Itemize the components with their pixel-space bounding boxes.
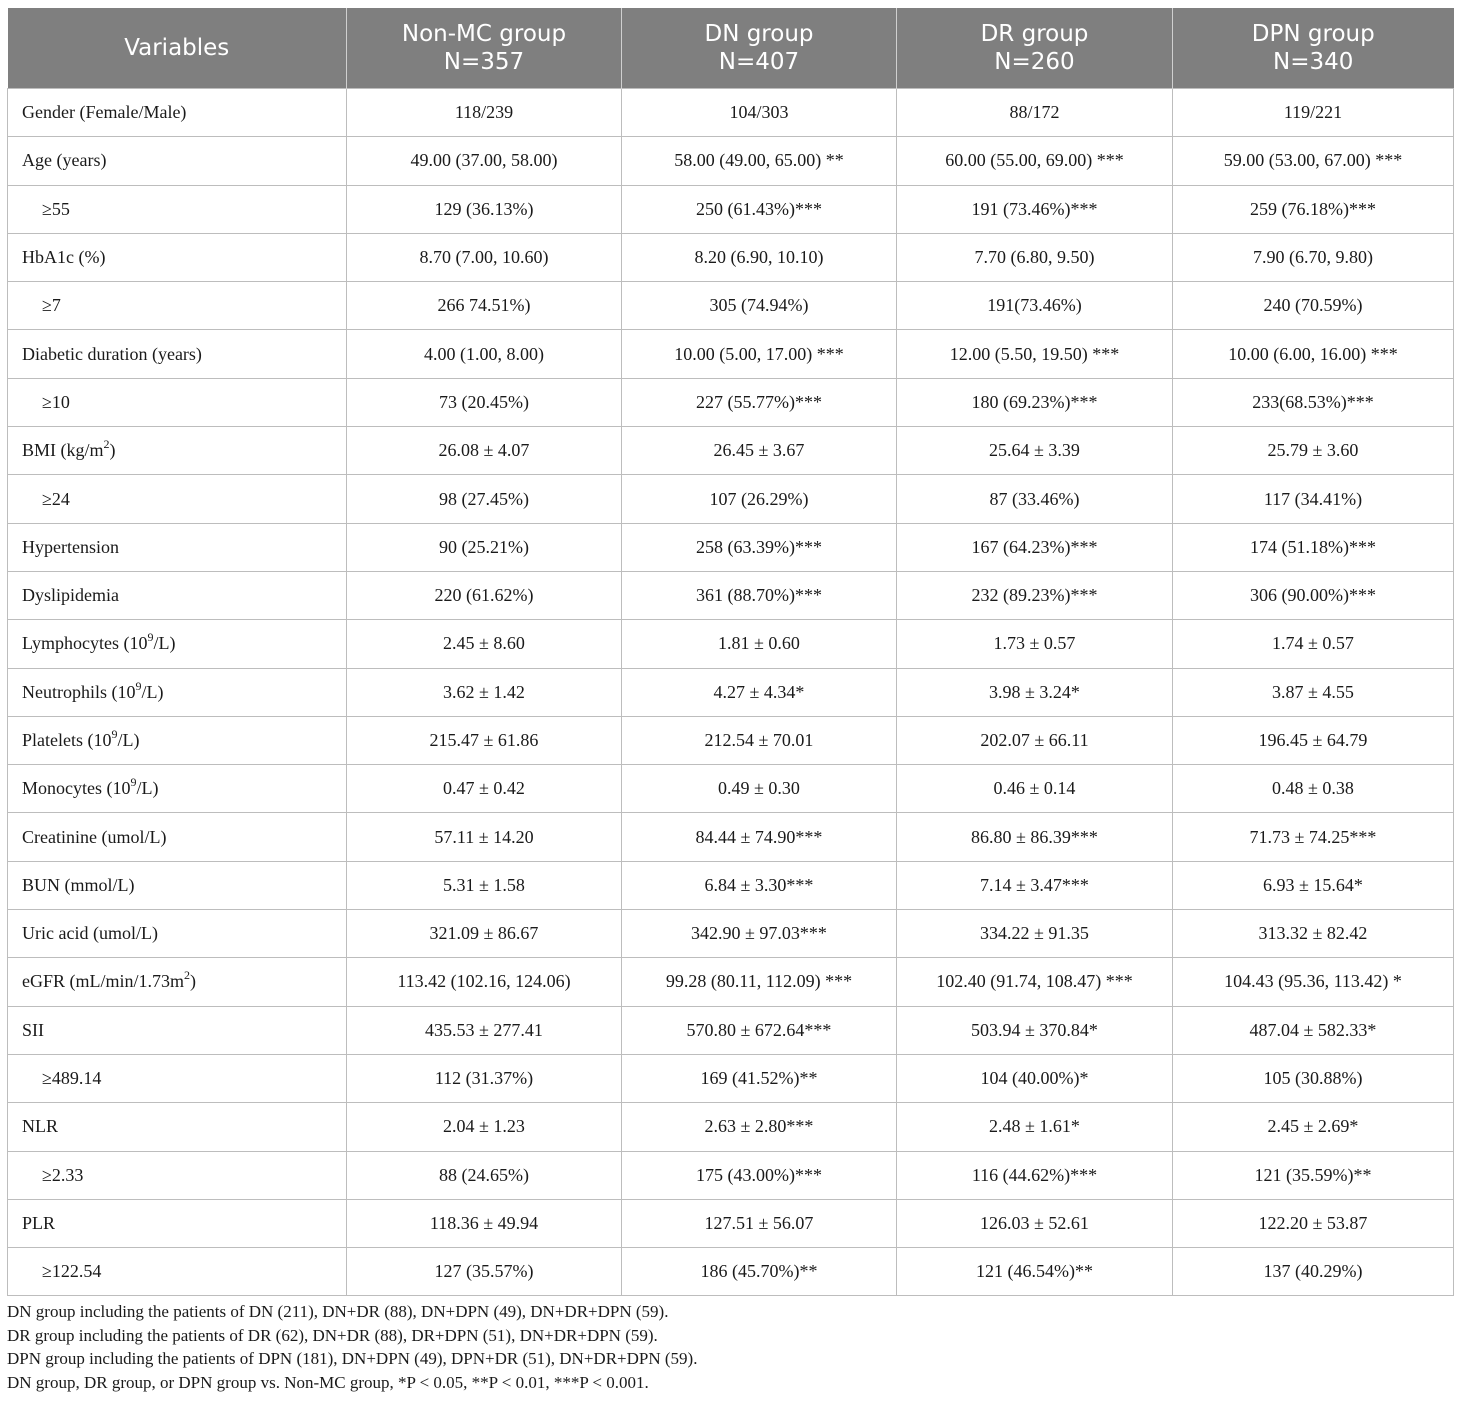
table-row: [8, 282, 1454, 330]
table-cell: 7.14 ± 3.47***: [897, 861, 1173, 909]
table-cell: 232 (89.23%)***: [897, 571, 1173, 619]
group-name: DPN group: [1251, 21, 1375, 47]
row-label: [8, 1006, 347, 1054]
table-cell: 10.00 (5.00, 17.00) ***: [622, 330, 897, 378]
table-cell: 1.73 ± 0.57: [897, 620, 1173, 668]
row-label-text: NLR: [22, 1116, 58, 1137]
table-cell: 107 (26.29%): [622, 475, 897, 523]
table-row: [8, 1103, 1454, 1151]
row-label-suffix: ): [109, 440, 116, 461]
table-row: [8, 668, 1454, 716]
row-label: [8, 330, 347, 378]
table-cell: 313.32 ± 82.42: [1173, 910, 1454, 958]
row-label-text: SII: [22, 1019, 44, 1040]
row-label-text: Age (years): [22, 150, 107, 171]
row-label-text: BMI (kg/m: [22, 440, 104, 461]
row-label-superscript: 9: [135, 678, 142, 693]
table-cell: 88/172: [897, 89, 1173, 137]
table-row: [8, 1151, 1454, 1199]
table-cell: 137 (40.29%): [1173, 1248, 1454, 1296]
table-cell: 58.00 (49.00, 65.00) **: [622, 137, 897, 185]
table-cell: 266 74.51%): [347, 282, 622, 330]
row-label: [8, 958, 347, 1006]
table-cell: 174 (51.18%)***: [1173, 523, 1454, 571]
group-n: N=407: [718, 49, 800, 75]
group-name: DR group: [980, 21, 1089, 47]
row-label-text: Neutrophils (10: [22, 681, 136, 702]
row-label-superscript: 9: [130, 775, 137, 790]
table-cell: 8.20 (6.90, 10.10): [622, 233, 897, 281]
row-label-text: Monocytes (10: [22, 778, 131, 799]
table-cell: 116 (44.62%)***: [897, 1151, 1173, 1199]
table-cell: 121 (35.59%)**: [1173, 1151, 1454, 1199]
table-cell: 121 (46.54%)**: [897, 1248, 1173, 1296]
table-cell: 88 (24.65%): [347, 1151, 622, 1199]
row-label: [8, 716, 347, 764]
row-label: [8, 523, 347, 571]
row-label-text: ≥55: [42, 198, 70, 219]
row-label-text: BUN (mmol/L): [22, 874, 135, 895]
table-cell: 306 (90.00%)***: [1173, 571, 1454, 619]
table-cell: 90 (25.21%): [347, 523, 622, 571]
table-row: [8, 910, 1454, 958]
table-cell: 2.45 ± 8.60: [347, 620, 622, 668]
table-cell: 3.62 ± 1.42: [347, 668, 622, 716]
table-cell: 8.70 (7.00, 10.60): [347, 233, 622, 281]
group-name: Non-MC group: [401, 21, 567, 47]
table-cell: 4.27 ± 4.34*: [622, 668, 897, 716]
table-cell: 7.70 (6.80, 9.50): [897, 233, 1173, 281]
table-row: [8, 378, 1454, 426]
row-label-text: Creatinine (umol/L): [22, 826, 167, 847]
table-cell: 105 (30.88%): [1173, 1054, 1454, 1102]
table-row: [8, 1006, 1454, 1054]
row-label-text: ≥489.14: [42, 1068, 102, 1089]
table-cell: 6.84 ± 3.30***: [622, 861, 897, 909]
header-group: [897, 8, 1173, 89]
row-label-text: eGFR (mL/min/1.73m: [22, 971, 184, 992]
data-table: [7, 8, 1454, 1296]
table-cell: 127.51 ± 56.07: [622, 1199, 897, 1247]
row-label: [8, 89, 347, 137]
table-cell: 59.00 (53.00, 67.00) ***: [1173, 137, 1454, 185]
table-row: [8, 571, 1454, 619]
table-cell: 233(68.53%)***: [1173, 378, 1454, 426]
table-cell: 98 (27.45%): [347, 475, 622, 523]
table-row: [8, 861, 1454, 909]
row-label: [8, 571, 347, 619]
header-group: [622, 8, 897, 89]
table-row: [8, 233, 1454, 281]
header-group: [347, 8, 622, 89]
row-label-suffix: /L): [153, 633, 176, 654]
table-row: [8, 813, 1454, 861]
table-row: [8, 89, 1454, 137]
table-cell: 129 (36.13%): [347, 185, 622, 233]
row-label-text: Hypertension: [22, 536, 119, 557]
table-cell: 127 (35.57%): [347, 1248, 622, 1296]
row-label: [8, 1103, 347, 1151]
row-label-text: Dyslipidemia: [22, 585, 119, 606]
table-row: [8, 1248, 1454, 1296]
table-cell: 305 (74.94%): [622, 282, 897, 330]
footnote: DN group including the patients of DN (211), DN+DR (88), DN+DPN (49), DN+DR+DPN (59).: [7, 1302, 669, 1321]
row-label: [8, 1199, 347, 1247]
row-label-text: ≥2.33: [42, 1164, 84, 1185]
table-cell: 258 (63.39%)***: [622, 523, 897, 571]
row-label: [8, 185, 347, 233]
table-cell: 570.80 ± 672.64***: [622, 1006, 897, 1054]
table-cell: 2.63 ± 2.80***: [622, 1103, 897, 1151]
table-row: [8, 1054, 1454, 1102]
row-label-text: ≥7: [42, 295, 61, 316]
table-cell: 73 (20.45%): [347, 378, 622, 426]
footnote: DN group, DR group, or DPN group vs. Non-MC group, *P < 0.05, **P < 0.01, ***P < 0.001.: [7, 1372, 649, 1392]
table-cell: 202.07 ± 66.11: [897, 716, 1173, 764]
table-cell: 180 (69.23%)***: [897, 378, 1173, 426]
row-label: [8, 1248, 347, 1296]
table-cell: 240 (70.59%): [1173, 282, 1454, 330]
table-cell: 86.80 ± 86.39***: [897, 813, 1173, 861]
table-cell: 102.40 (91.74, 108.47) ***: [897, 958, 1173, 1006]
table-cell: 435.53 ± 277.41: [347, 1006, 622, 1054]
group-name: DN group: [704, 21, 814, 47]
header-variables: Variables: [8, 8, 347, 89]
table-cell: 250 (61.43%)***: [622, 185, 897, 233]
row-label: [8, 282, 347, 330]
footnote: DR group including the patients of DR (62), DN+DR (88), DR+DPN (51), DN+DR+DPN (59).: [7, 1325, 658, 1345]
table-row: [8, 185, 1454, 233]
table-row: [8, 620, 1454, 668]
table-row: [8, 716, 1454, 764]
table-cell: 259 (76.18%)***: [1173, 185, 1454, 233]
table-cell: 122.20 ± 53.87: [1173, 1199, 1454, 1247]
row-label: [8, 813, 347, 861]
table-cell: 26.45 ± 3.67: [622, 427, 897, 475]
group-n: N=340: [1273, 49, 1354, 75]
row-label-text: Diabetic duration (years): [22, 343, 202, 364]
table-row: [8, 137, 1454, 185]
row-label-suffix: /L): [117, 730, 140, 750]
table-cell: 186 (45.70%)**: [622, 1248, 897, 1296]
footnote: DPN group including the patients of DPN (181), DN+DPN (49), DPN+DR (51), DN+DR+DPN (59).: [7, 1349, 698, 1368]
row-label: [8, 427, 347, 475]
table-cell: 191(73.46%): [897, 282, 1173, 330]
header-group: [1173, 8, 1454, 89]
table-cell: 25.64 ± 3.39: [897, 427, 1173, 475]
table-cell: 118.36 ± 49.94: [347, 1199, 622, 1247]
table-cell: 212.54 ± 70.01: [622, 716, 897, 764]
table-cell: 113.42 (102.16, 124.06): [347, 958, 622, 1006]
table-cell: 342.90 ± 97.03***: [622, 910, 897, 958]
table-cell: 0.49 ± 0.30: [622, 765, 897, 813]
table-cell: 6.93 ± 15.64*: [1173, 861, 1454, 909]
table-cell: 104/303: [622, 89, 897, 137]
table-cell: 104 (40.00%)*: [897, 1054, 1173, 1102]
table-cell: 196.45 ± 64.79: [1173, 716, 1454, 764]
table-cell: 191 (73.46%)***: [897, 185, 1173, 233]
table-cell: 2.48 ± 1.61*: [897, 1103, 1173, 1151]
row-label-text: PLR: [22, 1212, 56, 1233]
table-cell: 25.79 ± 3.60: [1173, 427, 1454, 475]
table-cell: 0.48 ± 0.38: [1173, 765, 1454, 813]
table-cell: 26.08 ± 4.07: [347, 427, 622, 475]
table-cell: 503.94 ± 370.84*: [897, 1006, 1173, 1054]
row-label-suffix: /L): [141, 681, 164, 702]
table-cell: 117 (34.41%): [1173, 475, 1454, 523]
table-cell: 118/239: [347, 89, 622, 137]
table-cell: 227 (55.77%)***: [622, 378, 897, 426]
row-label: [8, 910, 347, 958]
table-cell: 220 (61.62%): [347, 571, 622, 619]
table-cell: 49.00 (37.00, 58.00): [347, 137, 622, 185]
group-n: N=357: [443, 49, 525, 75]
table-cell: 4.00 (1.00, 8.00): [347, 330, 622, 378]
row-label-superscript: 2: [184, 968, 190, 983]
table-cell: 87 (33.46%): [897, 475, 1173, 523]
table-cell: 84.44 ± 74.90***: [622, 813, 897, 861]
table-header-row: [8, 8, 1454, 89]
row-label-suffix: /L): [136, 778, 159, 799]
table-cell: 99.28 (80.11, 112.09) ***: [622, 958, 897, 1006]
table-cell: 5.31 ± 1.58: [347, 861, 622, 909]
table-cell: 169 (41.52%)**: [622, 1054, 897, 1102]
data-table-container: [7, 8, 1453, 1296]
table-cell: 0.47 ± 0.42: [347, 765, 622, 813]
row-label: [8, 475, 347, 523]
table-cell: 112 (31.37%): [347, 1054, 622, 1102]
row-label-text: Platelets (10: [22, 730, 112, 750]
table-cell: 361 (88.70%)***: [622, 571, 897, 619]
table-cell: 104.43 (95.36, 113.42) *: [1173, 958, 1454, 1006]
table-cell: 487.04 ± 582.33*: [1173, 1006, 1454, 1054]
row-label-text: ≥24: [42, 488, 70, 509]
row-label: [8, 1151, 347, 1199]
table-cell: 321.09 ± 86.67: [347, 910, 622, 958]
table-row: [8, 330, 1454, 378]
table-row: [8, 427, 1454, 475]
group-n: N=260: [994, 49, 1075, 75]
table-cell: 0.46 ± 0.14: [897, 765, 1173, 813]
table-cell: 334.22 ± 91.35: [897, 910, 1173, 958]
table-cell: 60.00 (55.00, 69.00) ***: [897, 137, 1173, 185]
table-cell: 12.00 (5.50, 19.50) ***: [897, 330, 1173, 378]
table-row: [8, 958, 1454, 1006]
table-row: [8, 523, 1454, 571]
row-label-text: Gender (Female/Male): [22, 102, 187, 123]
table-cell: 2.04 ± 1.23: [347, 1103, 622, 1151]
row-label-text: Uric acid (umol/L): [22, 923, 158, 944]
row-label: [8, 233, 347, 281]
table-cell: 7.90 (6.70, 9.80): [1173, 233, 1454, 281]
row-label-text: Lymphocytes (10: [22, 633, 148, 654]
row-label-suffix: ): [190, 971, 196, 992]
table-cell: 1.74 ± 0.57: [1173, 620, 1454, 668]
row-label-superscript: 9: [147, 630, 154, 645]
table-footnotes: [7, 1300, 1453, 1394]
table-cell: 10.00 (6.00, 16.00) ***: [1173, 330, 1454, 378]
table-cell: 175 (43.00%)***: [622, 1151, 897, 1199]
row-label: [8, 1054, 347, 1102]
row-label: [8, 668, 347, 716]
row-label-superscript: 9: [111, 727, 118, 741]
row-label-text: HbA1c (%): [22, 247, 106, 268]
row-label: [8, 378, 347, 426]
row-label: [8, 765, 347, 813]
table-cell: 3.87 ± 4.55: [1173, 668, 1454, 716]
row-label: [8, 861, 347, 909]
table-cell: 126.03 ± 52.61: [897, 1199, 1173, 1247]
table-cell: 119/221: [1173, 89, 1454, 137]
table-cell: 1.81 ± 0.60: [622, 620, 897, 668]
table-cell: 215.47 ± 61.86: [347, 716, 622, 764]
table-row: [8, 475, 1454, 523]
table-body: [8, 89, 1454, 1296]
row-label-superscript: 2: [103, 437, 110, 452]
table-cell: 71.73 ± 74.25***: [1173, 813, 1454, 861]
table-cell: 2.45 ± 2.69*: [1173, 1103, 1454, 1151]
table-cell: 3.98 ± 3.24*: [897, 668, 1173, 716]
row-label-text: ≥10: [42, 391, 70, 412]
row-label: [8, 620, 347, 668]
table-row: [8, 1199, 1454, 1247]
row-label-text: ≥122.54: [42, 1261, 102, 1282]
table-row: [8, 765, 1454, 813]
table-cell: 57.11 ± 14.20: [347, 813, 622, 861]
row-label: [8, 137, 347, 185]
table-cell: 167 (64.23%)***: [897, 523, 1173, 571]
